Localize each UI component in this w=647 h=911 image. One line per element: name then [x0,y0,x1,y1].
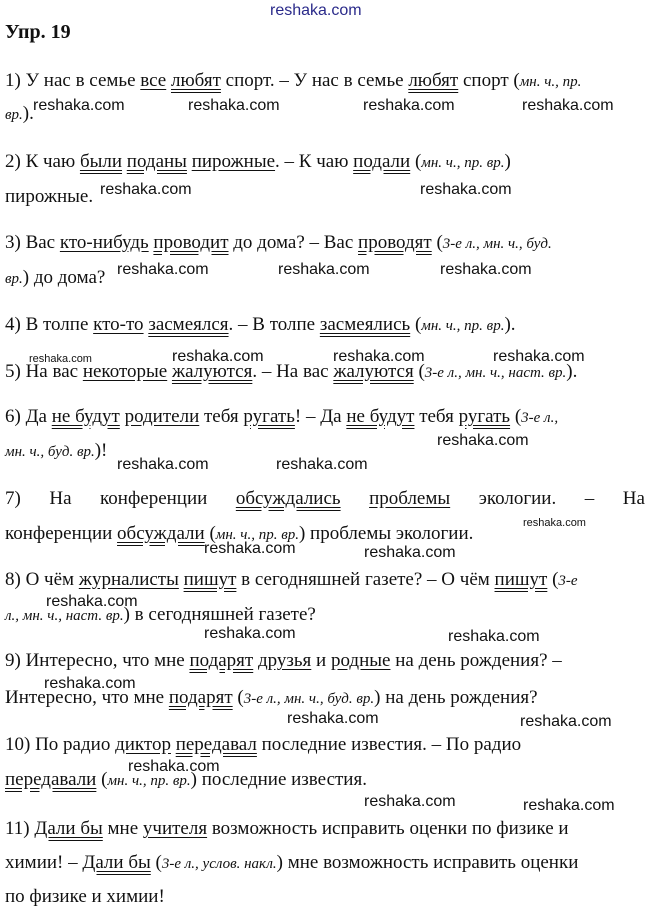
text-fragment: 4) В толпе [5,314,94,335]
subject: кто-нибудь [59,232,149,253]
sentence-1-line-1 [5,70,645,93]
text-fragment: возможность исправить оценки по физике и [207,818,569,839]
sentence-8-line-1 [5,569,645,592]
text-fragment: Интересно, что мне [5,687,169,708]
text-fragment: конференции [100,488,208,509]
sentence-11-line-3 [5,886,645,908]
watermark[interactable]: reshaka.com [448,628,540,645]
text-fragment: ). [22,103,34,124]
text-fragment: ). [566,361,578,382]
text-fragment: ) мне возможность исправить оценки [276,852,579,873]
grammar-note: мн. ч., пр. вр. [215,527,299,543]
text-fragment: ( [96,769,108,790]
text-fragment: до дома? – Вас [228,232,359,253]
text-fragment: На [622,488,645,509]
text-fragment: последние известия. – По радио [256,734,522,755]
sentence-10-line-2 [5,769,645,792]
text-fragment: 6) Да [5,406,52,427]
predicate: подарят [168,687,233,708]
text-fragment: ) последние известия. [190,769,367,790]
watermark[interactable]: reshaka.com [100,181,192,198]
watermark[interactable]: reshaka.com [204,540,296,557]
subject: проблемы [369,488,451,509]
predicate: пишут [494,569,548,590]
text-fragment: конференции [5,523,118,544]
watermark[interactable]: reshaka.com [333,348,425,365]
sentence-4 [5,314,645,337]
subject: некоторые [82,361,168,382]
watermark[interactable]: reshaka.com [29,353,92,365]
watermark[interactable]: reshaka.com [276,456,368,473]
sentence-10-line-1 [5,734,645,756]
predicate: жалуются [171,361,253,382]
watermark[interactable]: reshaka.com [117,261,209,278]
sentence-9-line-1 [5,650,645,672]
predicate: ругать [243,406,295,427]
grammar-note: мн. ч., пр. вр. [421,155,505,171]
predicate: проводят [358,232,432,253]
predicate: подарят [189,650,254,671]
grammar-note: 3-е л., [521,410,559,426]
text-fragment: в сегодняшней газете? – О чём [236,569,495,590]
watermark[interactable]: reshaka.com [440,261,532,278]
text-fragment: ( [150,852,162,873]
watermark[interactable]: reshaka.com [364,793,456,810]
predicate: Дали бы [34,818,103,839]
text-fragment: На [49,488,72,509]
predicate: обсуждали [117,523,205,544]
text-fragment: 9) Интересно, что мне [5,650,190,671]
grammar-note: мн. ч., пр. [519,74,582,90]
watermark[interactable]: reshaka.com [204,625,296,642]
text-fragment: – [584,488,595,509]
text-fragment: 2) К чаю [5,151,80,172]
text-fragment: мне [102,818,143,839]
grammar-note: 3-е л., мн. ч., буд. вр. [243,691,375,707]
sentence-11-line-2 [5,852,645,875]
predicate: передавал [175,734,257,755]
grammar-note: мн. ч., пр. вр. [107,773,191,789]
watermark[interactable]: reshaka.com [46,593,138,610]
text-fragment: ! – Да [294,406,347,427]
subject: все [140,70,167,91]
predicate: Дали бы [82,852,151,873]
watermark[interactable]: reshaka.com [523,517,586,529]
subject: пирожные [191,151,276,172]
watermark[interactable]: reshaka.com [364,544,456,561]
predicate: ругать [458,406,511,427]
text-fragment: 11) [5,818,35,839]
exercise-title: Упр. 19 [5,21,71,43]
text-fragment: экологии. [478,488,557,509]
predicate: любят [408,70,459,91]
text-fragment: ( [204,523,216,544]
sentence-2-line-1 [5,151,645,174]
subject: диктор [115,734,171,755]
predicate: передавали [5,769,97,790]
text-fragment: ( [410,314,422,335]
watermark[interactable]: reshaka.com [117,456,209,473]
text-fragment: ) проблемы экологии. [298,523,474,544]
text-fragment: ) до дома? [22,267,106,288]
grammar-note: л., мн. ч., наст. вр. [5,608,124,624]
grammar-note: 3-е л., мн. ч., наст. вр. [424,365,567,381]
watermark[interactable]: reshaka.com [437,432,529,449]
text-fragment: ). [504,314,516,335]
sentence-11-line-1 [5,818,645,840]
watermark[interactable]: reshaka.com [128,758,220,775]
predicate: обсуждались [235,488,341,509]
watermark[interactable]: reshaka.com [523,797,615,814]
text-fragment: спорт ( [458,70,520,91]
watermark[interactable]: reshaka.com [33,97,125,114]
subject: учителя [142,818,208,839]
predicate: засмеялся [148,314,229,335]
watermark[interactable]: reshaka.com [520,713,612,730]
text-fragment: ( [547,569,559,590]
watermark[interactable]: reshaka.com [44,675,136,692]
text-fragment: по физике и химии! [5,886,165,907]
subject: кто-то [93,314,144,335]
text-fragment: на день рождения? – [390,650,562,671]
text-fragment: 7) [5,488,21,509]
watermark[interactable]: reshaka.com [522,97,614,114]
watermark[interactable]: reshaka.com [270,2,362,19]
grammar-note: мн. ч., пр. вр. [421,318,505,334]
text-fragment: ( [232,687,244,708]
text-fragment: 10) По радио [5,734,116,755]
predicate: поданы [126,151,187,172]
predicate: засмеялись [319,314,411,335]
watermark[interactable]: reshaka.com [172,348,264,365]
text-fragment: ( [431,232,443,253]
sentence-7-line-1 [5,488,645,510]
subject: друзья [257,650,312,671]
text-fragment: 8) О чём [5,569,79,590]
text-fragment: ) [504,151,511,172]
sentence-3-line-1 [5,232,645,255]
subject: родные [330,650,391,671]
predicate: пишут [183,569,237,590]
text-fragment: тебя [199,406,244,427]
grammar-note: 3-е [558,573,578,589]
grammar-note: вр. [5,107,23,123]
text-fragment: . – На вас [252,361,334,382]
text-fragment: ( [510,406,522,427]
text-fragment: тебя [414,406,459,427]
watermark[interactable]: reshaka.com [493,348,585,365]
predicate: подали [353,151,411,172]
text-fragment: ) в сегодняшней газете? [123,604,316,625]
text-fragment: )! [94,440,108,461]
text-fragment: 1) У нас в семье [5,70,141,91]
text-fragment: ) на день рождения? [374,687,538,708]
watermark[interactable]: reshaka.com [420,181,512,198]
predicate: проводит [153,232,229,253]
grammar-note: мн. ч., буд. вр. [5,444,95,460]
predicate: не будут [346,406,415,427]
text-fragment: ( [413,361,425,382]
text-fragment: и [311,650,331,671]
text-fragment: спорт. – У нас в семье [220,70,409,91]
grammar-note: вр. [5,271,23,287]
text-fragment: пирожные. [5,186,94,207]
text-fragment: . – К чаю [275,151,354,172]
text-fragment: 5) На вас [5,361,83,382]
subject: родители [124,406,200,427]
sentence-6-line-1 [5,406,645,429]
predicate: жалуются [333,361,414,382]
watermark[interactable]: reshaka.com [287,710,379,727]
text-fragment: ( [410,151,422,172]
predicate: не будут [51,406,120,427]
watermark[interactable]: reshaka.com [188,97,280,114]
text-fragment: 3) Вас [5,232,60,253]
predicate: были [79,151,123,172]
text-fragment: химии! – [5,852,83,873]
watermark[interactable]: reshaka.com [278,261,370,278]
watermark[interactable]: reshaka.com [363,97,455,114]
predicate: любят [170,70,221,91]
grammar-note: 3-е л., услов. накл. [161,856,277,872]
text-fragment: . – В толпе [228,314,320,335]
grammar-note: 3-е л., мн. ч., буд. [442,236,552,252]
subject: журналисты [78,569,179,590]
